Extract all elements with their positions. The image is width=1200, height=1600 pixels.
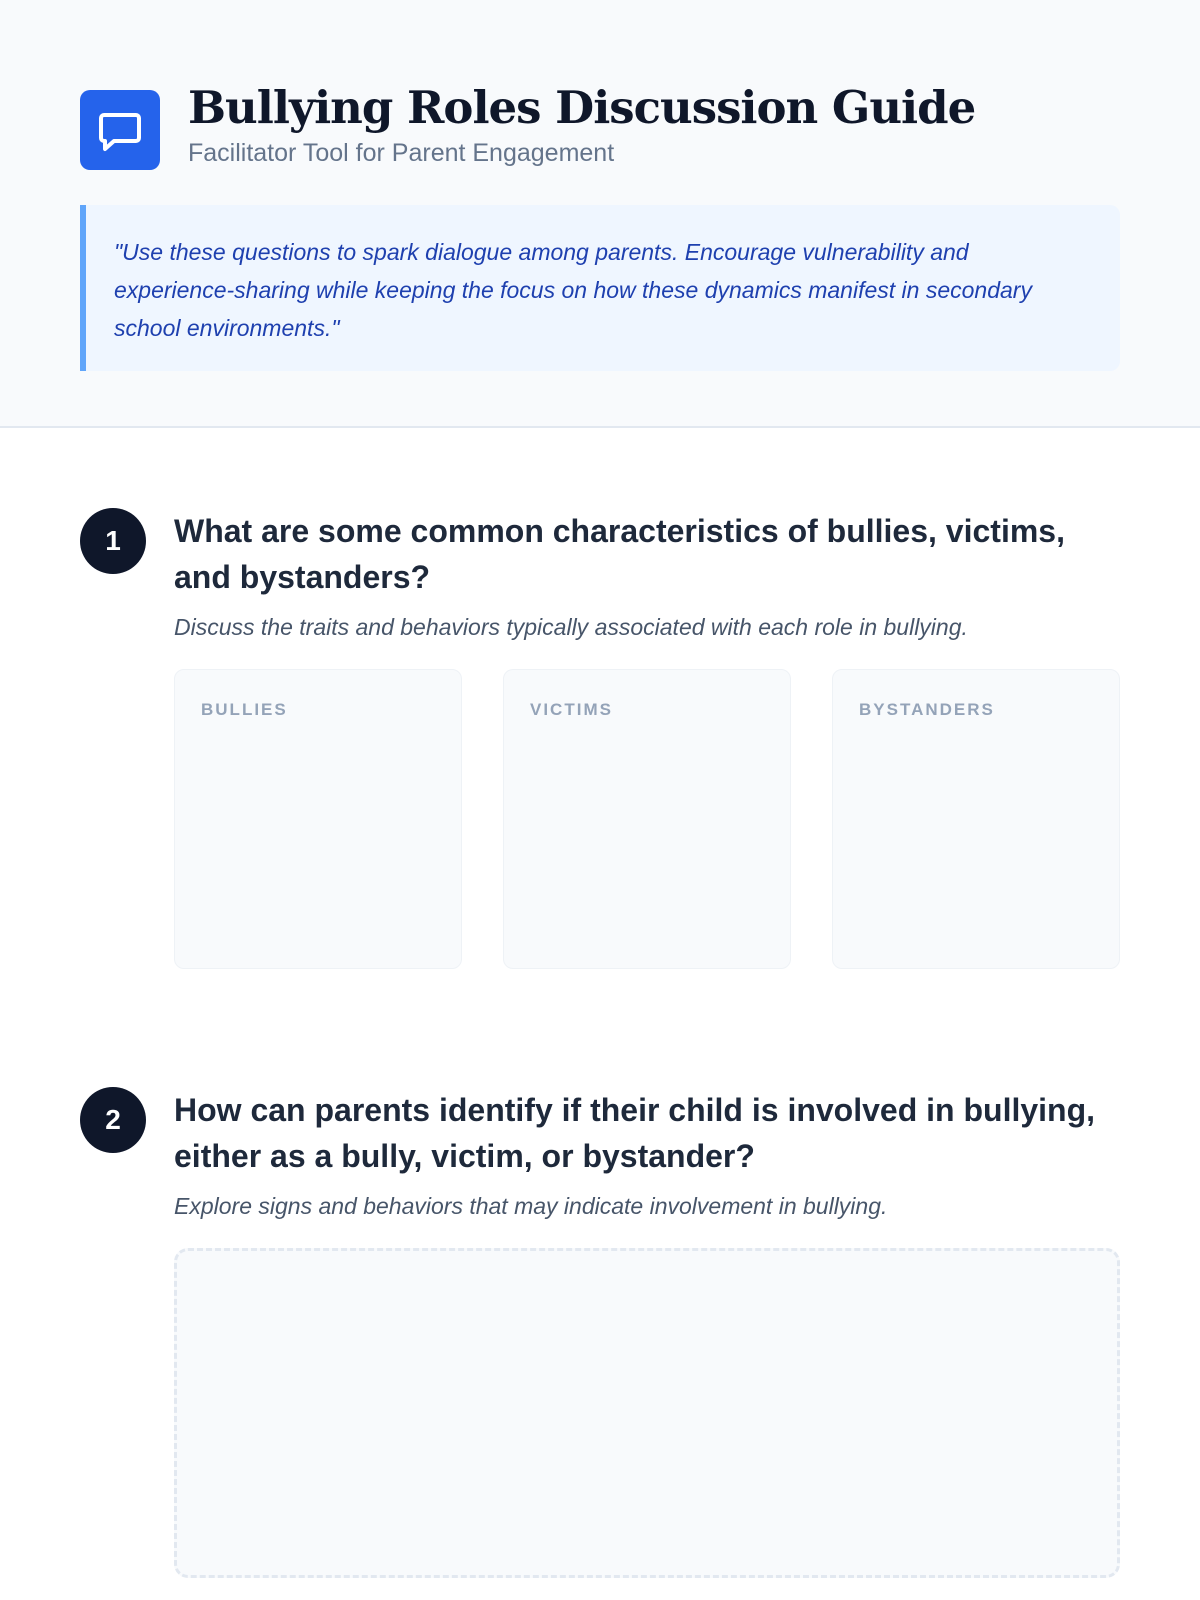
title-row — [80, 81, 1120, 170]
page-header — [0, 0, 1200, 428]
role-label: BULLIES — [201, 700, 288, 719]
role-card-bullies[interactable] — [174, 669, 462, 969]
speech-bubble-icon — [80, 90, 160, 170]
question-text: How can parents identify if their child is involved in bullying, either as a bully, victim, or bystander? — [174, 1092, 1096, 1174]
question-number-badge: 2 — [80, 1087, 146, 1153]
question-hint: Explore signs and behaviors that may indicate involvement in bullying. — [174, 1193, 888, 1219]
role-label: BYSTANDERS — [859, 700, 995, 719]
page-subtitle: Facilitator Tool for Parent Engagement — [188, 139, 615, 168]
page-title: Bullying Roles Discussion Guide — [188, 81, 976, 134]
question-1 — [80, 508, 1120, 969]
title-block — [188, 81, 976, 168]
question-number-badge: 1 — [80, 508, 146, 574]
answer-area[interactable] — [174, 1248, 1120, 1578]
role-card-bystanders[interactable] — [832, 669, 1120, 969]
role-card-grid — [174, 669, 1120, 969]
question-text: What are some common characteristics of bullies, victims, and bystanders? — [174, 513, 1065, 595]
role-card-victims[interactable] — [503, 669, 791, 969]
facilitator-quote: "Use these questions to spark dialogue among parents. Encourage vulnerability and experience-sharing while keeping the focus on how these dynamics manifest in secondary school environments." — [80, 205, 1120, 371]
question-hint: Discuss the traits and behaviors typically associated with each role in bullying. — [174, 614, 968, 640]
role-label: VICTIMS — [530, 700, 613, 719]
question-body — [174, 508, 1120, 969]
question-body — [174, 1087, 1120, 1578]
question-2 — [80, 1087, 1120, 1578]
questions-section — [0, 508, 1200, 1578]
